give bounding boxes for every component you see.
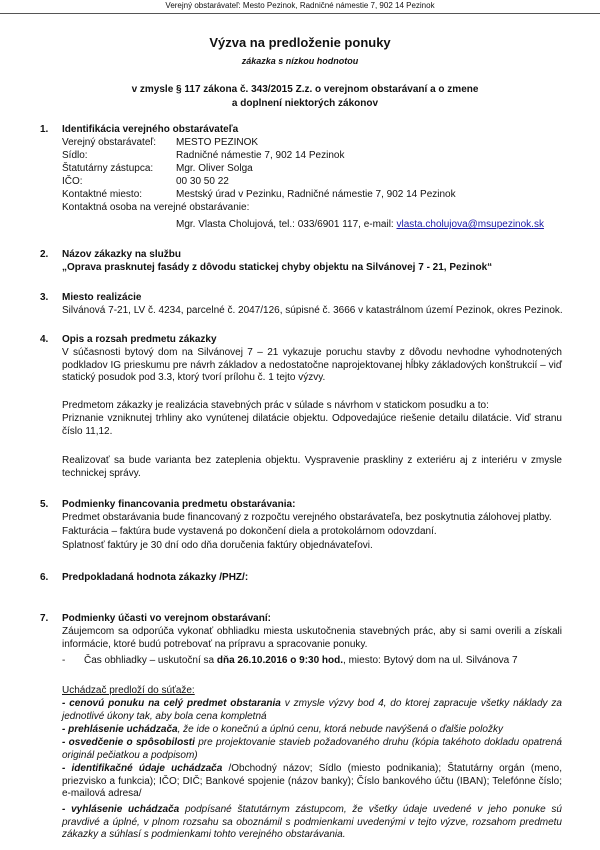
info-value: MESTO PEZINOK (176, 137, 259, 148)
info-label: Kontaktné miesto: (62, 189, 143, 200)
legal-basis (100, 83, 510, 111)
info-row (62, 189, 142, 200)
info-row (62, 150, 88, 161)
info-row (62, 176, 83, 187)
info-label: IČO: (62, 176, 83, 187)
section-number: 1. (40, 124, 49, 135)
inspection-paragraph: Záujemcom sa odporúča vykonať obhliadku miesta uskutočnenia stavebných prác, aby si sami overili a získali informácie, ktoré budú potrebovať na prípravu a spracovanie ponuky. (62, 626, 562, 650)
inspection-date: dňa 26.10.2016 o 9:30 hod. (216, 655, 344, 666)
document-title: Výzva na predloženie ponuky (209, 35, 391, 50)
email-link[interactable]: vlasta.cholujova@msupezinok.sk (396, 219, 544, 230)
contact-value: Mgr. Vlasta Cholujová, tel.: 033/6901 117, e-mail: (176, 219, 397, 230)
requirement-item (62, 737, 562, 762)
section-number: 6. (40, 572, 49, 583)
section-3 (40, 292, 563, 322)
financing-line: Fakturácia – faktúra bude vystavená po dokončení diela a protokolárnom odovzdaní. (62, 526, 437, 537)
section-title: Podmienky účasti vo verejnom obstarávaní: (62, 613, 271, 624)
section-6 (40, 572, 560, 586)
legal-basis-line-1: v zmysle § 117 zákona č. 343/2015 Z.z. o verejnom obstarávaní a o zmene (131, 84, 479, 95)
requirement-title: - vyhlásenie uchádzača (62, 804, 180, 815)
section-1 (40, 124, 560, 234)
requirement-item (62, 804, 562, 842)
requirement-item (62, 724, 562, 737)
section-7 (40, 613, 560, 848)
contract-name: „Oprava prasknutej fasády z dôvodu statickej chyby objektu na Silvánovej 7 - 21, Pezinok“ (62, 262, 493, 273)
inspection-place: , miesto: Bytový dom na ul. Silvánova 7 (343, 655, 518, 666)
contact-row (176, 219, 544, 230)
requirement-title: - osvedčenie o spôsobilosti (62, 737, 195, 748)
info-value: Mgr. Oliver Solga (176, 163, 253, 174)
bullet-dash: - (62, 655, 66, 666)
submission-intro: Uchádzač predloží do súťaže: (62, 685, 195, 696)
requirement-text: pre projektovanie stavieb požadovaného druhu (kópia takéhoto dokladu opatrená originál pečiatkou a podpisom) (62, 737, 562, 761)
section-5 (40, 499, 560, 559)
legal-basis-line-2: a doplnení niektorých zákonov (231, 98, 379, 109)
info-label: Štatutárny zástupca: (62, 163, 154, 174)
info-label: Verejný obstarávateľ: (62, 137, 157, 148)
requirement-text: , že ide o konečnú a úplnú cenu, ktorá nebude navýšená o ďalšie položky (177, 724, 503, 735)
contact-label: Kontaktná osoba na verejné obstarávanie: (62, 202, 250, 213)
info-row (62, 137, 156, 148)
requirement-text: /Obchodný názov; Sídlo (miesto podnikania); Štatutárny orgán (meno, priezvisko a funkcia); IČO; DIČ; Bankové spojenie (názov banky); Číslo bankového účtu (IBAN); Telefónne číslo; e-mailová adresa/ (62, 763, 562, 799)
section-number: 3. (40, 292, 49, 303)
info-value: Radničné námestie 7, 902 14 Pezinok (176, 150, 345, 161)
info-value: Mestský úrad v Pezinku, Radničné námestie 7, 902 14 Pezinok (176, 189, 456, 200)
requirement-title: - prehlásenie uchádzača (62, 724, 178, 735)
requirement-item (62, 698, 562, 723)
section-2 (40, 249, 560, 279)
section-number: 5. (40, 499, 49, 510)
running-header: Verejný obstarávateľ: Mesto Pezinok, Radničné námestie 7, 902 14 Pezinok (0, 0, 600, 14)
section-number: 4. (40, 334, 49, 345)
info-label: Sídlo: (62, 150, 88, 161)
description-paragraph: V súčasnosti bytový dom na Silvánovej 7 – 21 vykazuje poruchu stavby z dôvodu nevhodne vyhodnotených podkladov IG prieskumu pre návrh základov a nedostatočne naprojektovanej hĺbky základových konštrukcií – viď statický posudok pod 3.3, ktorý tvorí prílohu č. 1 tejto výzvy. (62, 347, 562, 383)
info-row (62, 163, 153, 174)
requirement-title: - identifikačné údaje uchádzača (62, 763, 223, 774)
info-value: 00 30 50 22 (176, 176, 229, 187)
financing-line: Splatnosť faktúry je 30 dní odo dňa doručenia faktúry objednávateľovi. (62, 540, 373, 551)
document-subtitle: zákazka s nízkou hodnotou (241, 56, 359, 66)
section-title: Miesto realizácie (62, 292, 142, 303)
section-title: Identifikácia verejného obstarávateľa (62, 124, 239, 135)
requirement-item (62, 763, 562, 801)
section-title: Názov zákazky na službu (62, 249, 181, 260)
financing-line: Predmet obstarávania bude financovaný z rozpočtu verejného obstarávateľa, bez poskytnutia zálohovej platby. (62, 512, 552, 523)
requirement-text: podpísané štatutárnym zástupcom, že všetky údaje uvedené v jeho ponuke sú pravdivé a úplné, v plnom rozsahu sa oboznámil s podmienkami uvedenými v tejto výzve, rozsahom predmetu zákazky a súhlasí s podmienkami tohto verejného obstarávania. (62, 804, 562, 840)
scope-paragraph: Priznanie vzniknutej trhliny ako vynútenej dilatácie objektu. Odpovedajúce riešenie detailu dilatácie. Viď stranu číslo 11,12. (62, 413, 562, 437)
section-4 (40, 334, 560, 494)
section-title: Predpokladaná hodnota zákazky /PHZ/: (62, 572, 249, 583)
section-title: Opis a rozsah predmetu zákazky (62, 334, 217, 345)
scope-intro: Predmetom zákazky je realizácia stavebných prác v súlade s návrhom v statickom posudku a to: (62, 400, 489, 411)
variant-paragraph: Realizovať sa bude varianta bez zateplenia objektu. Vyspravenie praskliny z exteriéru aj z interiéru v zmysle technickej správy. (62, 455, 562, 479)
section-number: 2. (40, 249, 49, 260)
section-title: Podmienky financovania predmetu obstarávania: (62, 499, 296, 510)
inspection-time (62, 655, 518, 666)
section-number: 7. (40, 613, 49, 624)
location-text: Silvánová 7-21, LV č. 4234, parcelné č. 2047/126, súpisné č. 3666 v katastrálnom území Pezinok, okres Pezinok. (62, 305, 563, 316)
inspection-time-pre: Čas obhliadky – uskutoční sa (84, 655, 217, 666)
requirement-text: v zmysle výzvy bod 4, do ktorej zapracuje všetky náklady za jednotlivé úkony tak, aby bola cena kompletná (62, 698, 562, 722)
requirement-title: - cenovú ponuku na celý predmet obstarania (62, 698, 281, 709)
